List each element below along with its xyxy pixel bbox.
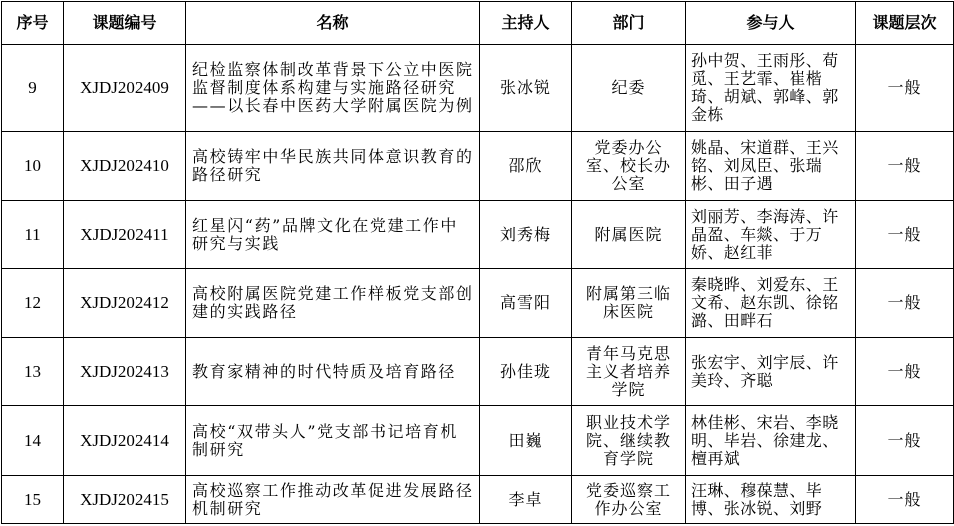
host-cell: 李卓 — [480, 476, 572, 524]
dept-cell: 党委办公室、校长办公室 — [572, 132, 686, 201]
seq-cell: 9 — [2, 45, 64, 132]
code-cell: XJDJ202412 — [64, 269, 186, 338]
code-cell: XJDJ202411 — [64, 201, 186, 269]
header-code: 课题编号 — [64, 2, 186, 45]
dept-cell: 附属医院 — [572, 201, 686, 269]
members-cell: 秦晓晔、刘爱东、王文希、赵东凯、徐铭潞、田畔石 — [686, 269, 856, 338]
members-cell: 刘丽芳、李海涛、许晶盈、车燚、于万娇、赵红菲 — [686, 201, 856, 269]
level-cell: 一般 — [856, 338, 954, 406]
seq-cell: 13 — [2, 338, 64, 406]
seq-cell: 11 — [2, 201, 64, 269]
table-row — [2, 269, 954, 338]
host-cell: 邵欣 — [480, 132, 572, 201]
header-dept: 部门 — [572, 2, 686, 45]
seq-cell: 14 — [2, 406, 64, 476]
title-cell: 红星闪“药”品牌文化在党建工作中研究与实践 — [186, 201, 480, 269]
level-cell: 一般 — [856, 476, 954, 524]
code-cell: XJDJ202414 — [64, 406, 186, 476]
members-cell: 姚晶、宋道群、王兴铭、刘凤臣、张瑞彬、田子遇 — [686, 132, 856, 201]
dept-cell: 青年马克思主义者培养学院 — [572, 338, 686, 406]
title-cell: 高校铸牢中华民族共同体意识教育的路径研究 — [186, 132, 480, 201]
level-cell: 一般 — [856, 201, 954, 269]
members-cell: 林佳彬、宋岩、李晓明、毕岩、徐建龙、檀再斌 — [686, 406, 856, 476]
header-level: 课题层次 — [856, 2, 954, 45]
table-row — [2, 132, 954, 201]
code-cell: XJDJ202409 — [64, 45, 186, 132]
table-row — [2, 338, 954, 406]
header-members: 参与人 — [686, 2, 856, 45]
seq-cell: 10 — [2, 132, 64, 201]
code-cell: XJDJ202410 — [64, 132, 186, 201]
host-cell: 田巍 — [480, 406, 572, 476]
host-cell: 高雪阳 — [480, 269, 572, 338]
table-row — [2, 476, 954, 524]
host-cell: 孙佳珑 — [480, 338, 572, 406]
host-cell: 刘秀梅 — [480, 201, 572, 269]
members-cell: 汪琳、穆葆慧、毕博、张冰锐、刘野 — [686, 476, 856, 524]
code-cell: XJDJ202413 — [64, 338, 186, 406]
level-cell: 一般 — [856, 269, 954, 338]
dept-cell: 附属第三临床医院 — [572, 269, 686, 338]
title-cell: 纪检监察体制改革背景下公立中医院监督制度体系构建与实施路径研究——以长春中医药大学附属医院为例 — [186, 45, 480, 132]
table-row — [2, 406, 954, 476]
members-cell: 张宏宇、刘宇辰、许美玲、齐聪 — [686, 338, 856, 406]
host-cell: 张冰锐 — [480, 45, 572, 132]
header-host: 主持人 — [480, 2, 572, 45]
header-title: 名称 — [186, 2, 480, 45]
header-seq: 序号 — [2, 2, 64, 45]
code-cell: XJDJ202415 — [64, 476, 186, 524]
seq-cell: 15 — [2, 476, 64, 524]
title-cell: 高校附属医院党建工作样板党支部创建的实践路径 — [186, 269, 480, 338]
level-cell: 一般 — [856, 406, 954, 476]
dept-cell: 党委巡察工作办公室 — [572, 476, 686, 524]
table-row — [2, 45, 954, 132]
seq-cell: 12 — [2, 269, 64, 338]
level-cell: 一般 — [856, 45, 954, 132]
dept-cell: 纪委 — [572, 45, 686, 132]
project-table — [1, 1, 954, 524]
title-cell: 高校“双带头人”党支部书记培育机制研究 — [186, 406, 480, 476]
title-cell: 高校巡察工作推动改革促进发展路径机制研究 — [186, 476, 480, 524]
title-cell: 教育家精神的时代特质及培育路径 — [186, 338, 480, 406]
table-row — [2, 201, 954, 269]
dept-cell: 职业技术学院、继续教育学院 — [572, 406, 686, 476]
members-cell: 孙中贺、王雨彤、荀觅、王艺霏、崔楷琦、胡斌、郭峰、郭金栋 — [686, 45, 856, 132]
level-cell: 一般 — [856, 132, 954, 201]
header-row — [2, 2, 954, 45]
